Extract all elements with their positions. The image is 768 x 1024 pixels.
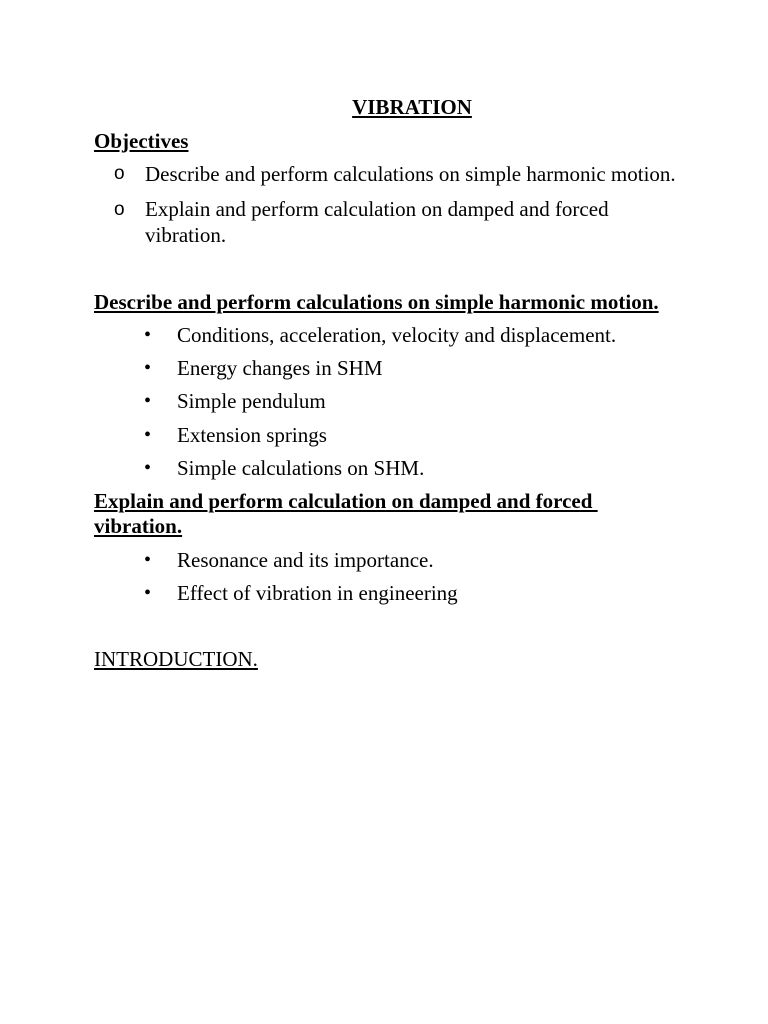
list-item: Resonance and its importance. bbox=[177, 548, 434, 572]
section-heading-damped: Explain and perform calculation on damped and forced bbox=[94, 489, 598, 513]
objective-item: Explain and perform calculation on damped and forced vibration. bbox=[145, 197, 609, 247]
objectives-heading: Objectives bbox=[94, 129, 189, 153]
document-title: VIBRATION bbox=[352, 95, 472, 119]
objective-marker: o bbox=[114, 199, 125, 220]
objective-marker: o bbox=[114, 163, 125, 184]
introduction-heading: INTRODUCTION. bbox=[94, 647, 258, 671]
list-item: Simple calculations on SHM. bbox=[177, 456, 425, 480]
bullet-marker: • bbox=[144, 549, 152, 571]
bullet-marker: • bbox=[144, 357, 152, 379]
bullet-marker: • bbox=[144, 390, 152, 412]
bullet-marker: • bbox=[144, 424, 152, 446]
list-item: Extension springs bbox=[177, 423, 327, 447]
bullet-marker: • bbox=[144, 582, 152, 604]
objective-item: Describe and perform calculations on simple harmonic motion. bbox=[145, 162, 676, 186]
list-item: Energy changes in SHM bbox=[177, 356, 383, 380]
list-item: Simple pendulum bbox=[177, 389, 326, 413]
section-heading-shm: Describe and perform calculations on simple harmonic motion. bbox=[94, 290, 659, 314]
bullet-marker: • bbox=[144, 324, 152, 346]
list-item: Conditions, acceleration, velocity and displacement. bbox=[177, 323, 617, 347]
list-item: Effect of vibration in engineering bbox=[177, 581, 458, 605]
bullet-marker: • bbox=[144, 457, 152, 479]
section-heading-damped-cont: vibration. bbox=[94, 514, 183, 538]
